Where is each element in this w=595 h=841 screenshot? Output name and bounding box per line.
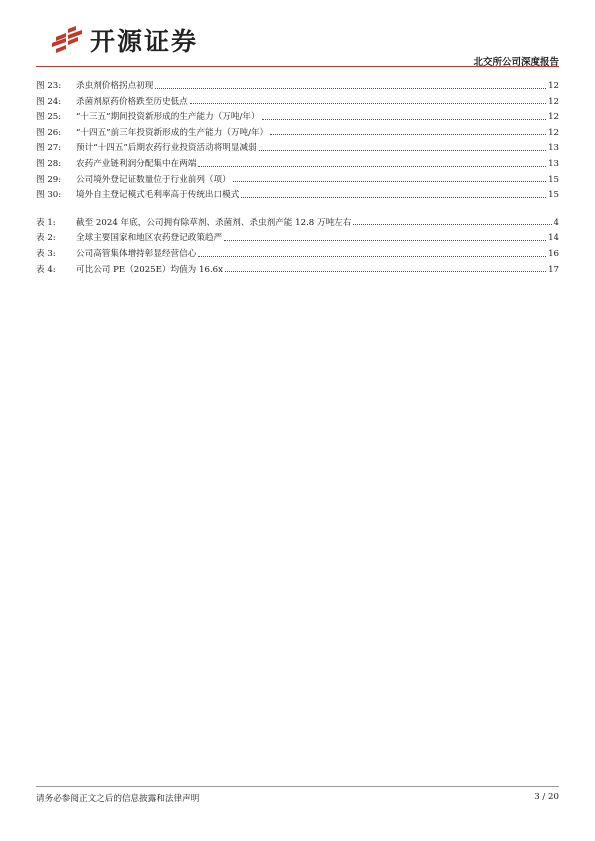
entry-number: 图 26: [36, 127, 62, 138]
entry-title: “十三五”期间投资新形成的生产能力（万吨/年） [76, 112, 260, 123]
dot-leader [262, 118, 547, 120]
entry-number: 图 29: [36, 174, 62, 185]
dot-leader [198, 255, 546, 257]
dot-leader [198, 165, 546, 167]
dot-leader [190, 102, 546, 104]
dot-leader [259, 149, 546, 151]
table-entry[interactable] [36, 212, 559, 228]
entry-number: 图 27: [36, 143, 62, 154]
entry-number: 表 2: [36, 233, 56, 244]
page-header [0, 0, 595, 70]
entry-title: 公司境外登记证数量位于行业前列（项） [76, 174, 231, 185]
table-of-contents [36, 75, 559, 274]
figure-entry[interactable] [36, 91, 559, 107]
entry-title: 全球主要国家和地区农药登记政策趋严 [76, 233, 223, 244]
logo-mark-icon [50, 25, 84, 55]
footer-divider [36, 786, 559, 787]
entry-page-number: 13 [548, 158, 559, 169]
entry-page-number: 12 [548, 81, 559, 91]
page-number: 3 / 20 [534, 792, 559, 802]
entry-title: 杀菌剂原药价格跌至历史低点 [76, 96, 188, 107]
company-logo [50, 22, 198, 58]
figure-entry[interactable] [36, 137, 559, 153]
entry-title: 预计“十四五”后期农药行业投资活动将明显减弱 [76, 143, 257, 154]
dot-leader [155, 87, 546, 89]
entry-page-number: 17 [548, 264, 559, 275]
entry-number: 图 25: [36, 112, 62, 123]
entry-title: 截至 2024 年底，公司拥有除草剂、杀菌剂、杀虫剂产能 12.8 万吨左右 [76, 217, 352, 228]
footer-disclaimer: 请务必参阅正文之后的信息披露和法律声明 [36, 794, 200, 804]
entry-page-number: 4 [553, 217, 559, 228]
entry-page-number: 15 [548, 174, 559, 185]
header-divider [36, 66, 559, 67]
entry-page-number: 14 [548, 233, 559, 244]
dot-leader [233, 180, 546, 182]
table-entry[interactable] [36, 259, 559, 275]
entry-title: 公司高管集体增持彰显经营信心 [76, 248, 197, 259]
figure-entry[interactable] [36, 122, 559, 138]
table-list [36, 212, 559, 274]
entry-title: 可比公司 PE（2025E）均值为 16.6x [76, 264, 223, 275]
dot-leader [241, 196, 546, 198]
figure-entry[interactable] [36, 169, 559, 185]
entry-number: 图 30: [36, 190, 62, 201]
entry-page-number: 12 [548, 112, 559, 123]
dot-leader [224, 239, 546, 241]
report-type-label: 北交所公司深度报告 [473, 57, 559, 68]
figure-list [36, 75, 559, 200]
logo-text: 开源证券 [90, 27, 199, 56]
entry-number: 表 4: [36, 264, 56, 275]
entry-page-number: 12 [548, 127, 559, 138]
figure-entry[interactable] [36, 153, 559, 169]
table-entry[interactable] [36, 227, 559, 243]
entry-number: 表 3: [36, 248, 56, 259]
figure-entry[interactable] [36, 184, 559, 200]
figure-entry[interactable] [36, 75, 559, 91]
entry-number: 图 28: [36, 158, 62, 169]
figure-entry[interactable] [36, 106, 559, 122]
entry-title: 农药产业链利润分配集中在两端 [76, 158, 197, 169]
entry-title: “十四五”前三年投资新形成的生产能力（万吨/年） [76, 127, 269, 138]
dot-leader [225, 270, 546, 272]
entry-page-number: 16 [548, 248, 559, 259]
entry-number: 图 23: [36, 81, 62, 91]
entry-page-number: 12 [548, 96, 559, 107]
entry-page-number: 15 [548, 190, 559, 201]
dot-leader [270, 133, 546, 135]
entry-page-number: 13 [548, 143, 559, 154]
entry-title: 境外自主登记模式毛利率高于传统出口模式 [76, 190, 240, 201]
entry-title: 杀虫剂价格拐点初现 [76, 81, 154, 91]
dot-leader [353, 223, 551, 225]
entry-number: 表 1: [36, 217, 56, 228]
entry-number: 图 24: [36, 96, 62, 107]
table-entry[interactable] [36, 243, 559, 259]
section-gap [36, 200, 559, 212]
